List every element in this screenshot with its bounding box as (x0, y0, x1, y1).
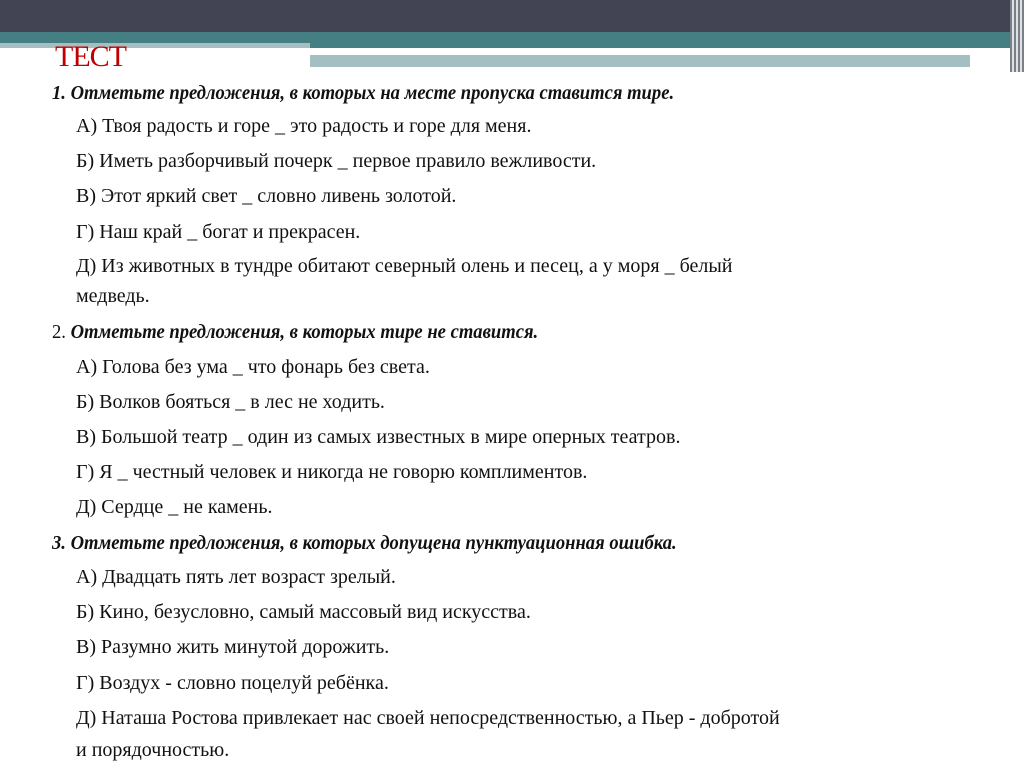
option: Б) Кино, безусловно, самый массовый вид искусства. (76, 601, 531, 623)
question-3 (52, 531, 677, 555)
question-number: 2. (52, 321, 66, 343)
option: Д) Наташа Ростова привлекает нас своей непосредственностью, а Пьер - добротой (76, 707, 780, 729)
header-stripe (310, 52, 485, 55)
right-edge-decoration (1010, 0, 1024, 72)
option: В) Этот яркий свет _ словно ливень золотой. (76, 185, 457, 207)
option: А) Двадцать пять лет возраст зрелый. (76, 566, 396, 588)
option: Б) Волков бояться _ в лес не ходить. (76, 391, 385, 413)
option: В) Разумно жить минутой дорожить. (76, 636, 390, 658)
option: А) Голова без ума _ что фонарь без света. (76, 356, 430, 378)
question-number: 1. (52, 82, 66, 104)
option: А) Твоя радость и горе _ это радость и горе для меня. (76, 115, 532, 137)
question-1 (52, 81, 674, 105)
header-stripe (0, 43, 310, 48)
option: Г) Воздух - словно поцелуй ребёнка. (76, 672, 389, 694)
question-text: Отметьте предложения, в которых на месте пропуска ставится тире. (70, 82, 675, 104)
option: Б) Иметь разборчивый почерк _ первое правило вежливости. (76, 150, 597, 172)
header-bar (0, 0, 1024, 32)
option: Г) Я _ честный человек и никогда не говорю комплиментов. (76, 461, 588, 483)
header-stripe (310, 55, 970, 67)
option: Д) Из животных в тундре обитают северный олень и песец, а у моря _ белый (76, 255, 733, 277)
option: В) Большой театр _ один из самых известных в мире оперных театров. (76, 426, 681, 448)
question-text: Отметьте предложения, в которых допущена пунктуационная ошибка. (70, 532, 677, 554)
option-continued: и порядочностью. (76, 739, 230, 761)
slide-title: ТЕСТ (55, 40, 126, 73)
question-number: 3. (52, 532, 66, 554)
option: Д) Сердце _ не камень. (76, 496, 273, 518)
option: Г) Наш край _ богат и прекрасен. (76, 221, 361, 243)
question-text: Отметьте предложения, в которых тире не ставится. (70, 321, 539, 343)
option-continued: медведь. (76, 285, 150, 307)
question-2 (52, 320, 538, 344)
